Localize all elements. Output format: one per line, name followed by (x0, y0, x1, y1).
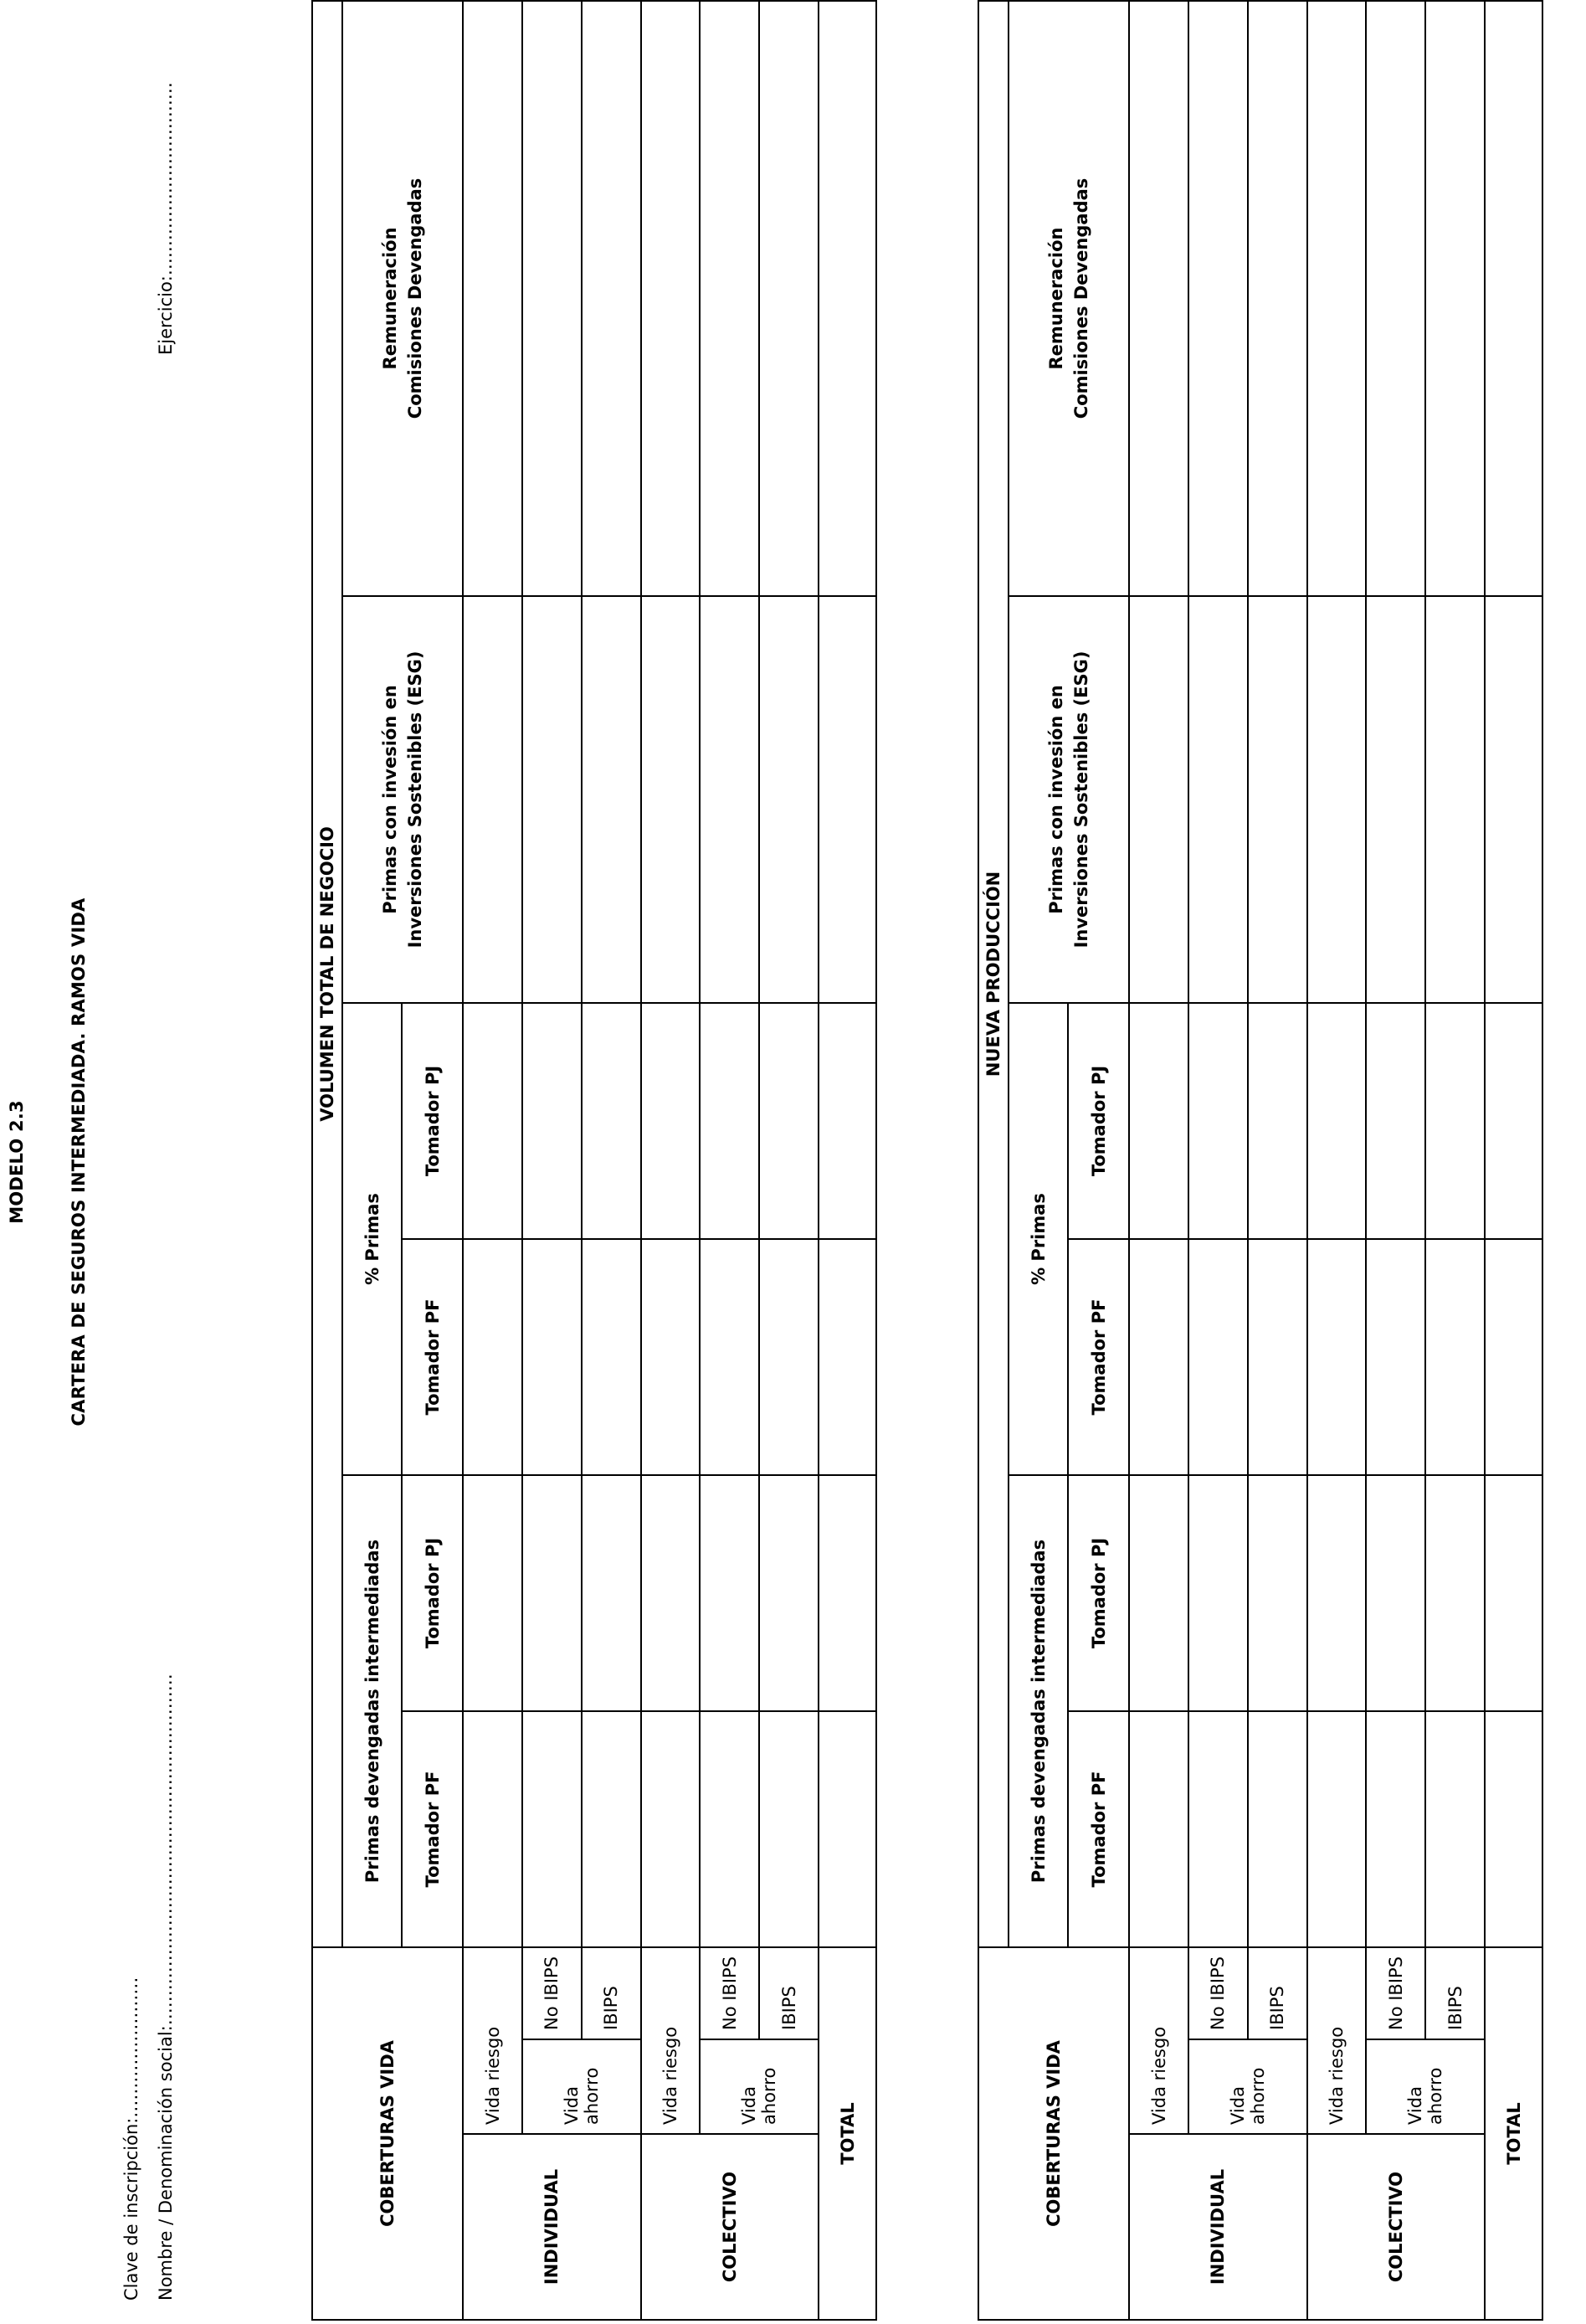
data-cell[interactable] (1248, 596, 1307, 1003)
total-cell[interactable] (1485, 1, 1542, 596)
data-cell[interactable] (1129, 1239, 1188, 1475)
form-title: CARTERA DE SEGUROS INTERMEDIADA. RAMOS VIDA (69, 897, 89, 1427)
total-cell[interactable] (1485, 596, 1542, 1003)
model-number: MODELO 2.3 (7, 1100, 27, 1224)
data-cell[interactable] (1188, 1239, 1248, 1475)
total-cell[interactable] (1485, 1711, 1542, 1947)
individual-group-label: INDIVIDUAL (1129, 2134, 1306, 2320)
data-cell[interactable] (1129, 1, 1188, 596)
row-label-no-ibips: No IBIPS (1188, 1947, 1248, 2039)
data-cell[interactable] (1307, 1239, 1367, 1475)
data-cell[interactable] (582, 1711, 641, 1947)
total-cell[interactable] (819, 1, 876, 596)
row-label-vida-riesgo: Vida riesgo (641, 1947, 701, 2134)
esg-premiums-header-line1: Primas con invesión en (380, 685, 401, 914)
row-label-vida-ahorro: Vida ahorro (1366, 2039, 1485, 2134)
fiscal-year-field[interactable]: Ejercicio:…………………………… (156, 82, 176, 355)
data-cell[interactable] (463, 596, 522, 1003)
data-cell[interactable] (522, 596, 582, 1003)
total-cell[interactable] (819, 596, 876, 1003)
row-label-vida-riesgo: Vida riesgo (1307, 1947, 1367, 2134)
data-cell[interactable] (1188, 1711, 1248, 1947)
row-label-ibips: IBIPS (1425, 1947, 1485, 2039)
data-cell[interactable] (641, 1239, 701, 1475)
data-cell[interactable] (1248, 1003, 1307, 1239)
data-cell[interactable] (641, 1711, 701, 1947)
data-cell[interactable] (1425, 1003, 1485, 1239)
esg-premiums-header-line1: Primas con invesión en (1046, 685, 1067, 914)
data-cell[interactable] (1307, 1, 1367, 596)
data-cell[interactable] (522, 1, 582, 596)
coverage-header: COBERTURAS VIDA (312, 1947, 463, 2320)
data-cell[interactable] (700, 1239, 759, 1475)
data-cell[interactable] (582, 596, 641, 1003)
row-label-vida-riesgo: Vida riesgo (463, 1947, 522, 2134)
data-cell[interactable] (1188, 596, 1248, 1003)
data-cell[interactable] (1248, 1475, 1307, 1711)
data-cell[interactable] (759, 1475, 819, 1711)
data-cell[interactable] (641, 596, 701, 1003)
commissions-header-line2: Comisiones Devengadas (1071, 177, 1092, 419)
data-cell[interactable] (1248, 1239, 1307, 1475)
data-cell[interactable] (1248, 1711, 1307, 1947)
data-cell[interactable] (582, 1003, 641, 1239)
registration-key-field[interactable]: Clave de inscripción:…………………… (121, 1977, 141, 2301)
data-cell[interactable] (700, 1, 759, 596)
company-name-field[interactable]: Nombre / Denominación social:…………………………………………………… (156, 1674, 176, 2301)
data-cell[interactable] (1188, 1003, 1248, 1239)
data-cell[interactable] (641, 1475, 701, 1711)
data-cell[interactable] (1248, 1, 1307, 596)
data-cell[interactable] (463, 1475, 522, 1711)
commissions-header (1009, 1, 1129, 596)
data-cell[interactable] (1425, 596, 1485, 1003)
data-cell[interactable] (463, 1239, 522, 1475)
data-cell[interactable] (1307, 1003, 1367, 1239)
esg-premiums-header (1009, 596, 1129, 1003)
section-title: NUEVA PRODUCCIÓN (978, 1, 1009, 1947)
total-cell[interactable] (819, 1239, 876, 1475)
tomador-pj-pct-header: Tomador PJ (402, 1003, 463, 1239)
individual-group-label: INDIVIDUAL (463, 2134, 640, 2320)
data-cell[interactable] (1188, 1475, 1248, 1711)
data-cell[interactable] (582, 1, 641, 596)
accrued-premiums-header: Primas devengadas intermediadas (1009, 1475, 1068, 1947)
data-cell[interactable] (1129, 1003, 1188, 1239)
data-cell[interactable] (522, 1475, 582, 1711)
row-label-vida-ahorro: Vida ahorro (700, 2039, 819, 2134)
row-label-no-ibips: No IBIPS (522, 1947, 582, 2039)
row-label-vida-ahorro: Vida ahorro (1188, 2039, 1307, 2134)
row-label-vida-riesgo: Vida riesgo (1129, 1947, 1188, 2134)
total-cell[interactable] (1485, 1003, 1542, 1239)
total-business-volume-table (311, 0, 877, 2321)
new-production-table (978, 0, 1543, 2321)
data-cell[interactable] (1307, 1711, 1367, 1947)
tomador-pf-pct-header: Tomador PF (402, 1239, 463, 1475)
tomador-pf-header: Tomador PF (402, 1711, 463, 1947)
premium-percentage-header: % Primas (1009, 1003, 1068, 1475)
row-label-ibips: IBIPS (759, 1947, 819, 2039)
tomador-pf-pct-header: Tomador PF (1068, 1239, 1129, 1475)
data-cell[interactable] (1129, 1711, 1188, 1947)
row-label-no-ibips: No IBIPS (1366, 1947, 1425, 2039)
data-cell[interactable] (522, 1239, 582, 1475)
commissions-header-line1: Remuneración (380, 227, 401, 370)
total-row-label: TOTAL (819, 1947, 876, 2320)
total-cell[interactable] (819, 1711, 876, 1947)
data-cell[interactable] (1307, 596, 1367, 1003)
premium-percentage-header: % Primas (342, 1003, 402, 1475)
commissions-header-line1: Remuneración (1046, 227, 1067, 370)
esg-premiums-header-line2: Inversiones Sostenibles (ESG) (1071, 650, 1092, 949)
commissions-header (342, 1, 463, 596)
row-label-no-ibips: No IBIPS (700, 1947, 759, 2039)
collective-group-label: COLECTIVO (1307, 2134, 1485, 2320)
data-cell[interactable] (1366, 596, 1425, 1003)
data-cell[interactable] (522, 1711, 582, 1947)
data-cell[interactable] (582, 1475, 641, 1711)
data-cell[interactable] (700, 1475, 759, 1711)
commissions-header-line2: Comisiones Devengadas (405, 177, 426, 419)
tomador-pf-header: Tomador PF (1068, 1711, 1129, 1947)
data-cell[interactable] (1366, 1475, 1425, 1711)
data-cell[interactable] (1425, 1, 1485, 596)
data-cell[interactable] (759, 1711, 819, 1947)
data-cell[interactable] (1307, 1475, 1367, 1711)
row-label-ibips: IBIPS (1248, 1947, 1307, 2039)
data-cell[interactable] (1366, 1, 1425, 596)
tomador-pj-header: Tomador PJ (1068, 1475, 1129, 1711)
row-label-vida-ahorro: Vida ahorro (522, 2039, 641, 2134)
data-cell[interactable] (759, 1003, 819, 1239)
tomador-pj-pct-header: Tomador PJ (1068, 1003, 1129, 1239)
data-cell[interactable] (1129, 596, 1188, 1003)
data-cell[interactable] (1188, 1, 1248, 596)
total-cell[interactable] (819, 1003, 876, 1239)
accrued-premiums-header: Primas devengadas intermediadas (342, 1475, 402, 1947)
data-cell[interactable] (759, 1239, 819, 1475)
section-title: VOLUMEN TOTAL DE NEGOCIO (312, 1, 342, 1947)
data-cell[interactable] (700, 1711, 759, 1947)
data-cell[interactable] (522, 1003, 582, 1239)
data-cell[interactable] (1366, 1239, 1425, 1475)
esg-premiums-header (342, 596, 463, 1003)
data-cell[interactable] (1129, 1475, 1188, 1711)
esg-premiums-header-line2: Inversiones Sostenibles (ESG) (405, 650, 426, 949)
data-cell[interactable] (641, 1, 701, 596)
data-cell[interactable] (759, 596, 819, 1003)
total-row-label: TOTAL (1485, 1947, 1542, 2320)
coverage-header: COBERTURAS VIDA (978, 1947, 1129, 2320)
data-cell[interactable] (463, 1711, 522, 1947)
row-label-ibips: IBIPS (582, 1947, 641, 2039)
tomador-pj-header: Tomador PJ (402, 1475, 463, 1711)
data-cell[interactable] (1425, 1475, 1485, 1711)
data-cell[interactable] (1425, 1239, 1485, 1475)
data-cell[interactable] (1425, 1711, 1485, 1947)
data-cell[interactable] (582, 1239, 641, 1475)
collective-group-label: COLECTIVO (641, 2134, 819, 2320)
total-cell[interactable] (819, 1475, 876, 1711)
data-cell[interactable] (700, 596, 759, 1003)
data-cell[interactable] (463, 1, 522, 596)
data-cell[interactable] (700, 1003, 759, 1239)
total-cell[interactable] (1485, 1475, 1542, 1711)
total-cell[interactable] (1485, 1239, 1542, 1475)
data-cell[interactable] (1366, 1003, 1425, 1239)
data-cell[interactable] (463, 1003, 522, 1239)
data-cell[interactable] (1366, 1711, 1425, 1947)
data-cell[interactable] (641, 1003, 701, 1239)
data-cell[interactable] (759, 1, 819, 596)
